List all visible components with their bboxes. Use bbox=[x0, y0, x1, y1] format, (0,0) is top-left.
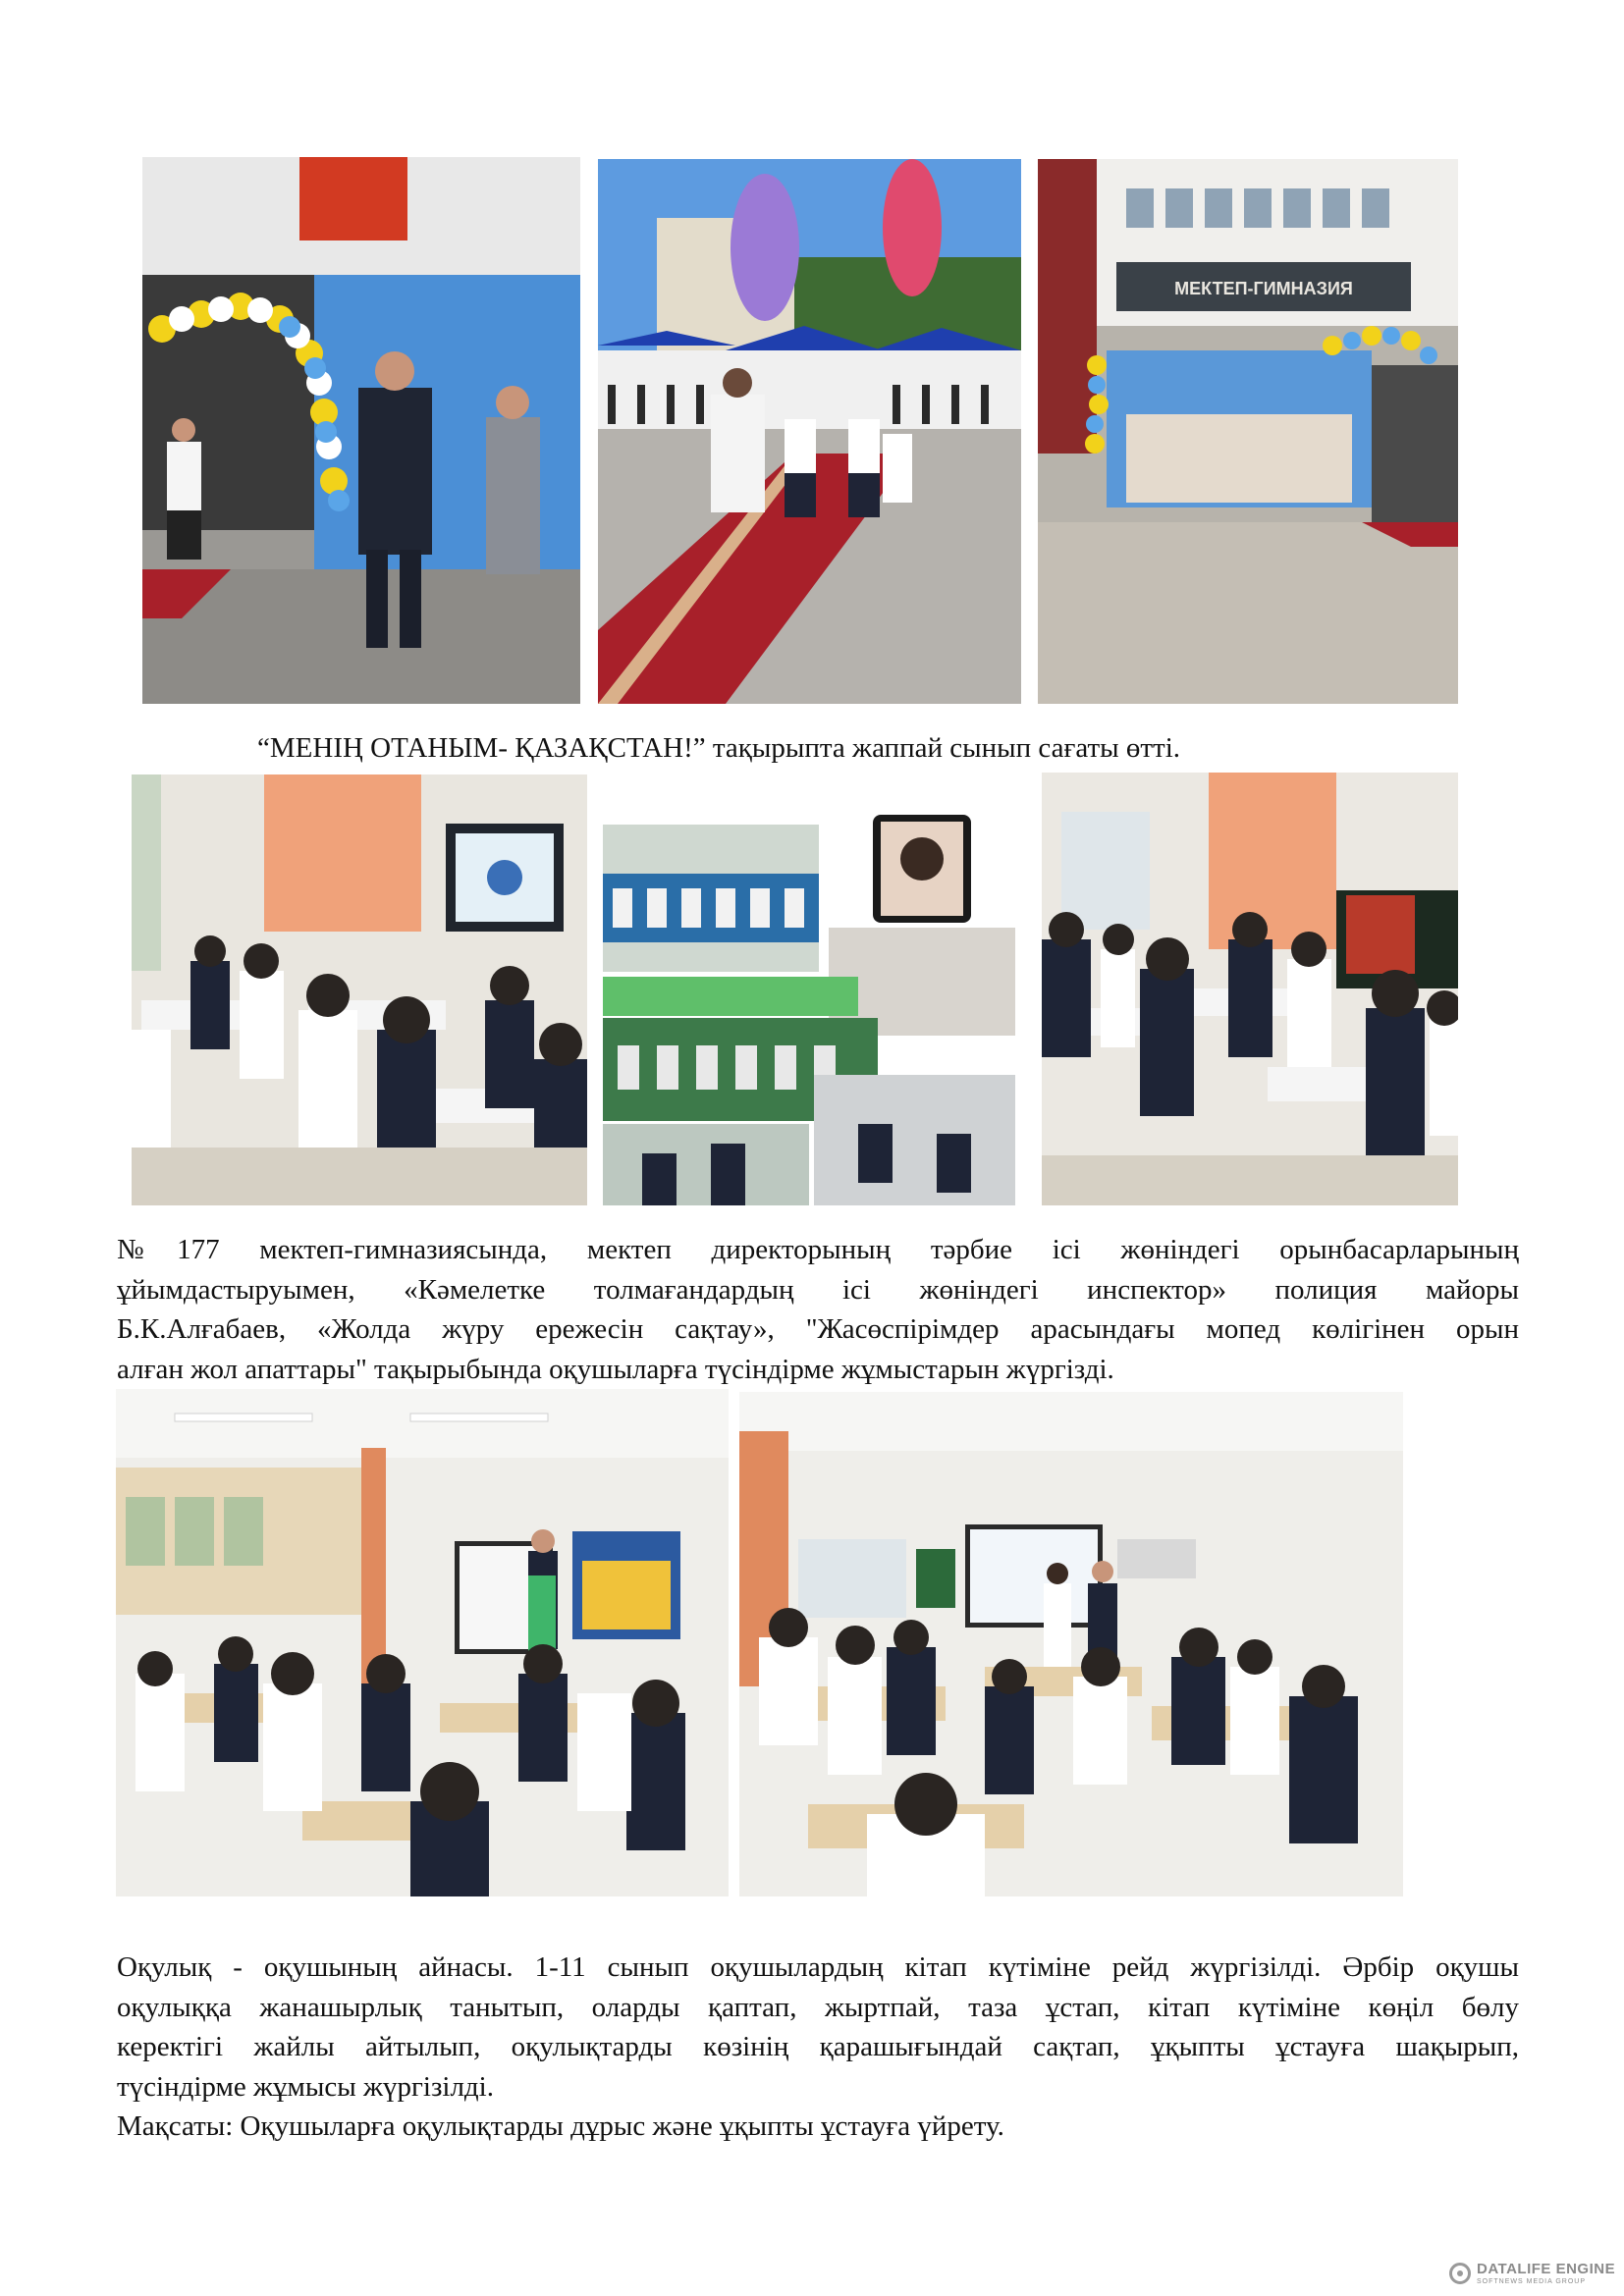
paragraph-police-talk bbox=[117, 1230, 1519, 1389]
photo-school-facade bbox=[1038, 159, 1458, 704]
paragraph2-line-2: оқулыққа жанашырлық танытып, оларды қаптап, жыртпай, таза ұстап, кітап күтіміне көңіл бөлу bbox=[117, 1991, 1519, 2023]
paragraph1-line-1: №177 мектеп-гимназиясында, мектеп директорының тәрбие ісі жөніндегі орынбасарларының bbox=[117, 1234, 1519, 1265]
paragraph2-line-1: Оқулық - оқушының айнасы. 1-11 сынып оқушылардың кітап күтіміне рейд жүргізілді. Әрбір оқушы bbox=[117, 1951, 1519, 1983]
caption-class-hour: “МЕНІҢ ОТАНЫМ- ҚАЗАҚСТАН!” тақырыпта жаппай сынып сағаты өтті. bbox=[257, 732, 1181, 764]
paragraph1-line-2: ұйымдастыруымен, «Кәмелетке толмағандардың ісі жөніндегі инспектор» полиция майоры bbox=[117, 1273, 1519, 1306]
photo-class-collage bbox=[603, 790, 1015, 1205]
photo-ceremony-procession bbox=[598, 159, 1021, 704]
watermark-sub-text: SOFTNEWS MEDIA GROUP bbox=[1477, 2278, 1587, 2285]
photo-ceremony-speaker bbox=[142, 157, 580, 704]
paragraph2-word-2: жұмысы bbox=[252, 2070, 356, 2103]
photo-police-talk-left bbox=[116, 1389, 729, 1896]
facade-sign: МЕКТЕП-ГИМНАЗИЯ bbox=[1174, 279, 1353, 298]
paragraph2-line-4 bbox=[117, 2067, 1519, 2108]
photo-police-talk-right bbox=[739, 1392, 1403, 1896]
paragraph-textbook-raid bbox=[117, 1948, 1519, 2147]
watermark-main-text: DATALIFE ENGINE bbox=[1477, 2261, 1616, 2277]
paragraph2-word-3: жүргізілді. bbox=[362, 2070, 494, 2103]
paragraph2-goal: Мақсаты: Оқушыларға оқулықтарды дұрыс және ұқыпты ұстауға үйрету. bbox=[117, 2110, 1004, 2142]
datalife-engine-watermark bbox=[1449, 2262, 1615, 2285]
paragraph1-line-4: алған жол апаттары" тақырыбында оқушыларға түсіндірме жұмыстарын жүргізді. bbox=[117, 1353, 1114, 1385]
paragraph1-line-3: Б.К.Алғабаев, «Жолда жүру ережесін сақтау», "Жасөспірімдер арасындағы мопед көлігінен орын bbox=[117, 1313, 1519, 1345]
photo-class-hour-right bbox=[1042, 773, 1458, 1205]
datalife-logo-icon bbox=[1449, 2263, 1471, 2284]
paragraph2-word-1: түсіндірме bbox=[117, 2070, 246, 2103]
photo-class-hour-left bbox=[132, 774, 587, 1205]
paragraph2-line-3: керектігі жайлы айтылып, оқулықтарды көзінің қарашығындай сақтап, ұқыпты ұстауға шақырып, bbox=[117, 2031, 1519, 2062]
